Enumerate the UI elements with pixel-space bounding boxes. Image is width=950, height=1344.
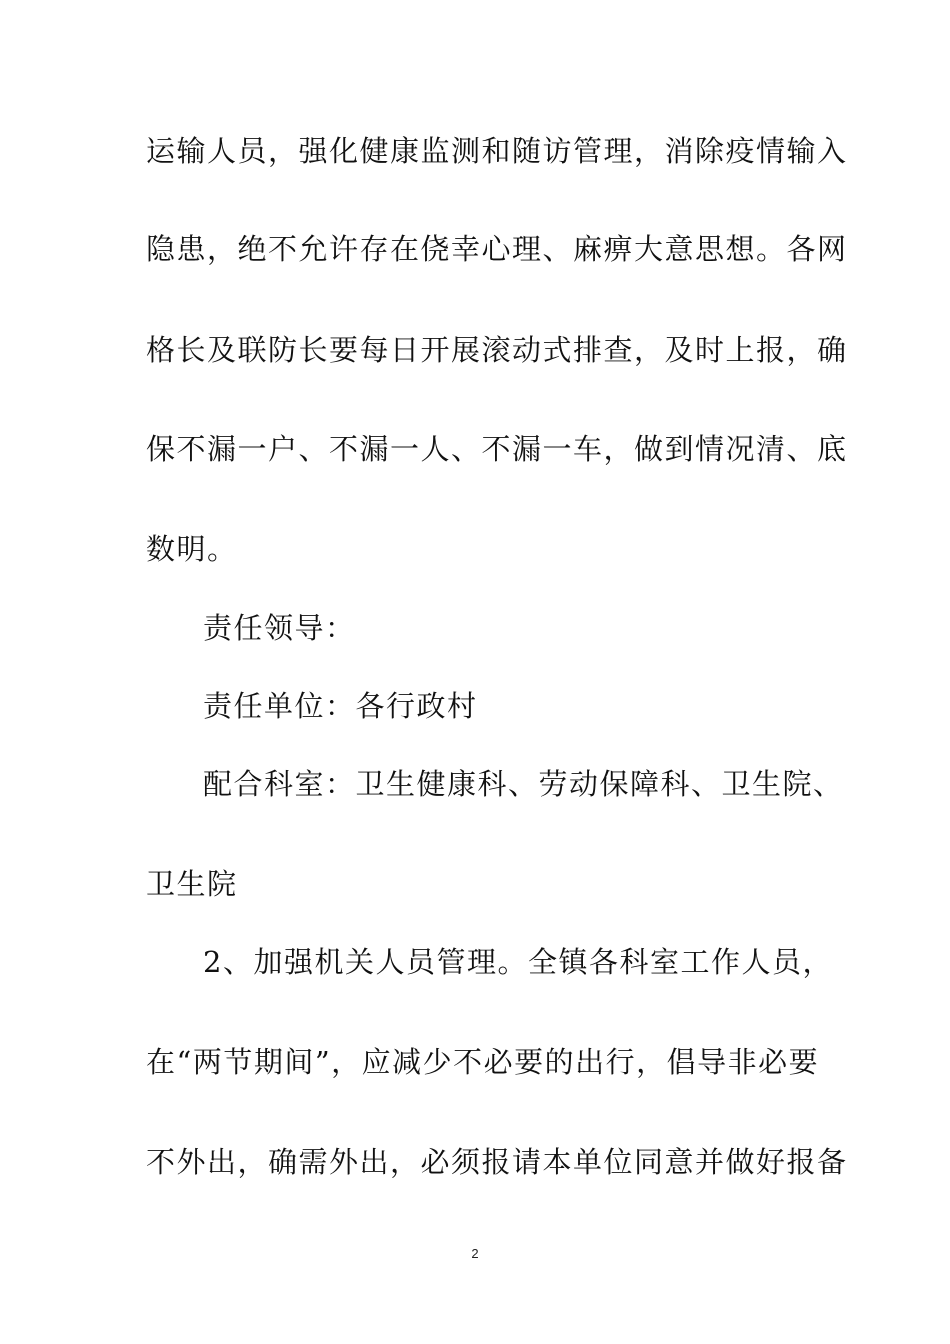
body-text-line: 保不漏一户、不漏一人、不漏一车，做到情况清、底 — [146, 432, 848, 466]
section-heading-line: 2、加强机关人员管理。全镇各科室工作人员， — [203, 945, 833, 979]
responsible-leader-line: 责任领导： — [203, 611, 356, 645]
body-text-line: 格长及联防长要每日开展滚动式排查，及时上报，确 — [146, 333, 848, 367]
responsible-unit-line: 责任单位：各行政村 — [203, 689, 478, 723]
body-text-line: 数明。 — [146, 532, 238, 566]
cooperating-office-line: 配合科室：卫生健康科、劳动保障科、卫生院、 — [203, 767, 844, 801]
body-text-line: 不外出，确需外出，必须报请本单位同意并做好报备 — [146, 1145, 848, 1179]
page-number: 2 — [471, 1246, 479, 1261]
body-text-line: 运输人员，强化健康监测和随访管理，消除疫情输入 — [146, 134, 848, 168]
body-text-line: 卫生院 — [146, 867, 238, 901]
body-text-line: 隐患，绝不允许存在侥幸心理、麻痹大意思想。各网 — [146, 232, 848, 266]
body-text-line: 在“两节期间”，应减少不必要的出行，倡导非必要 — [146, 1045, 820, 1079]
